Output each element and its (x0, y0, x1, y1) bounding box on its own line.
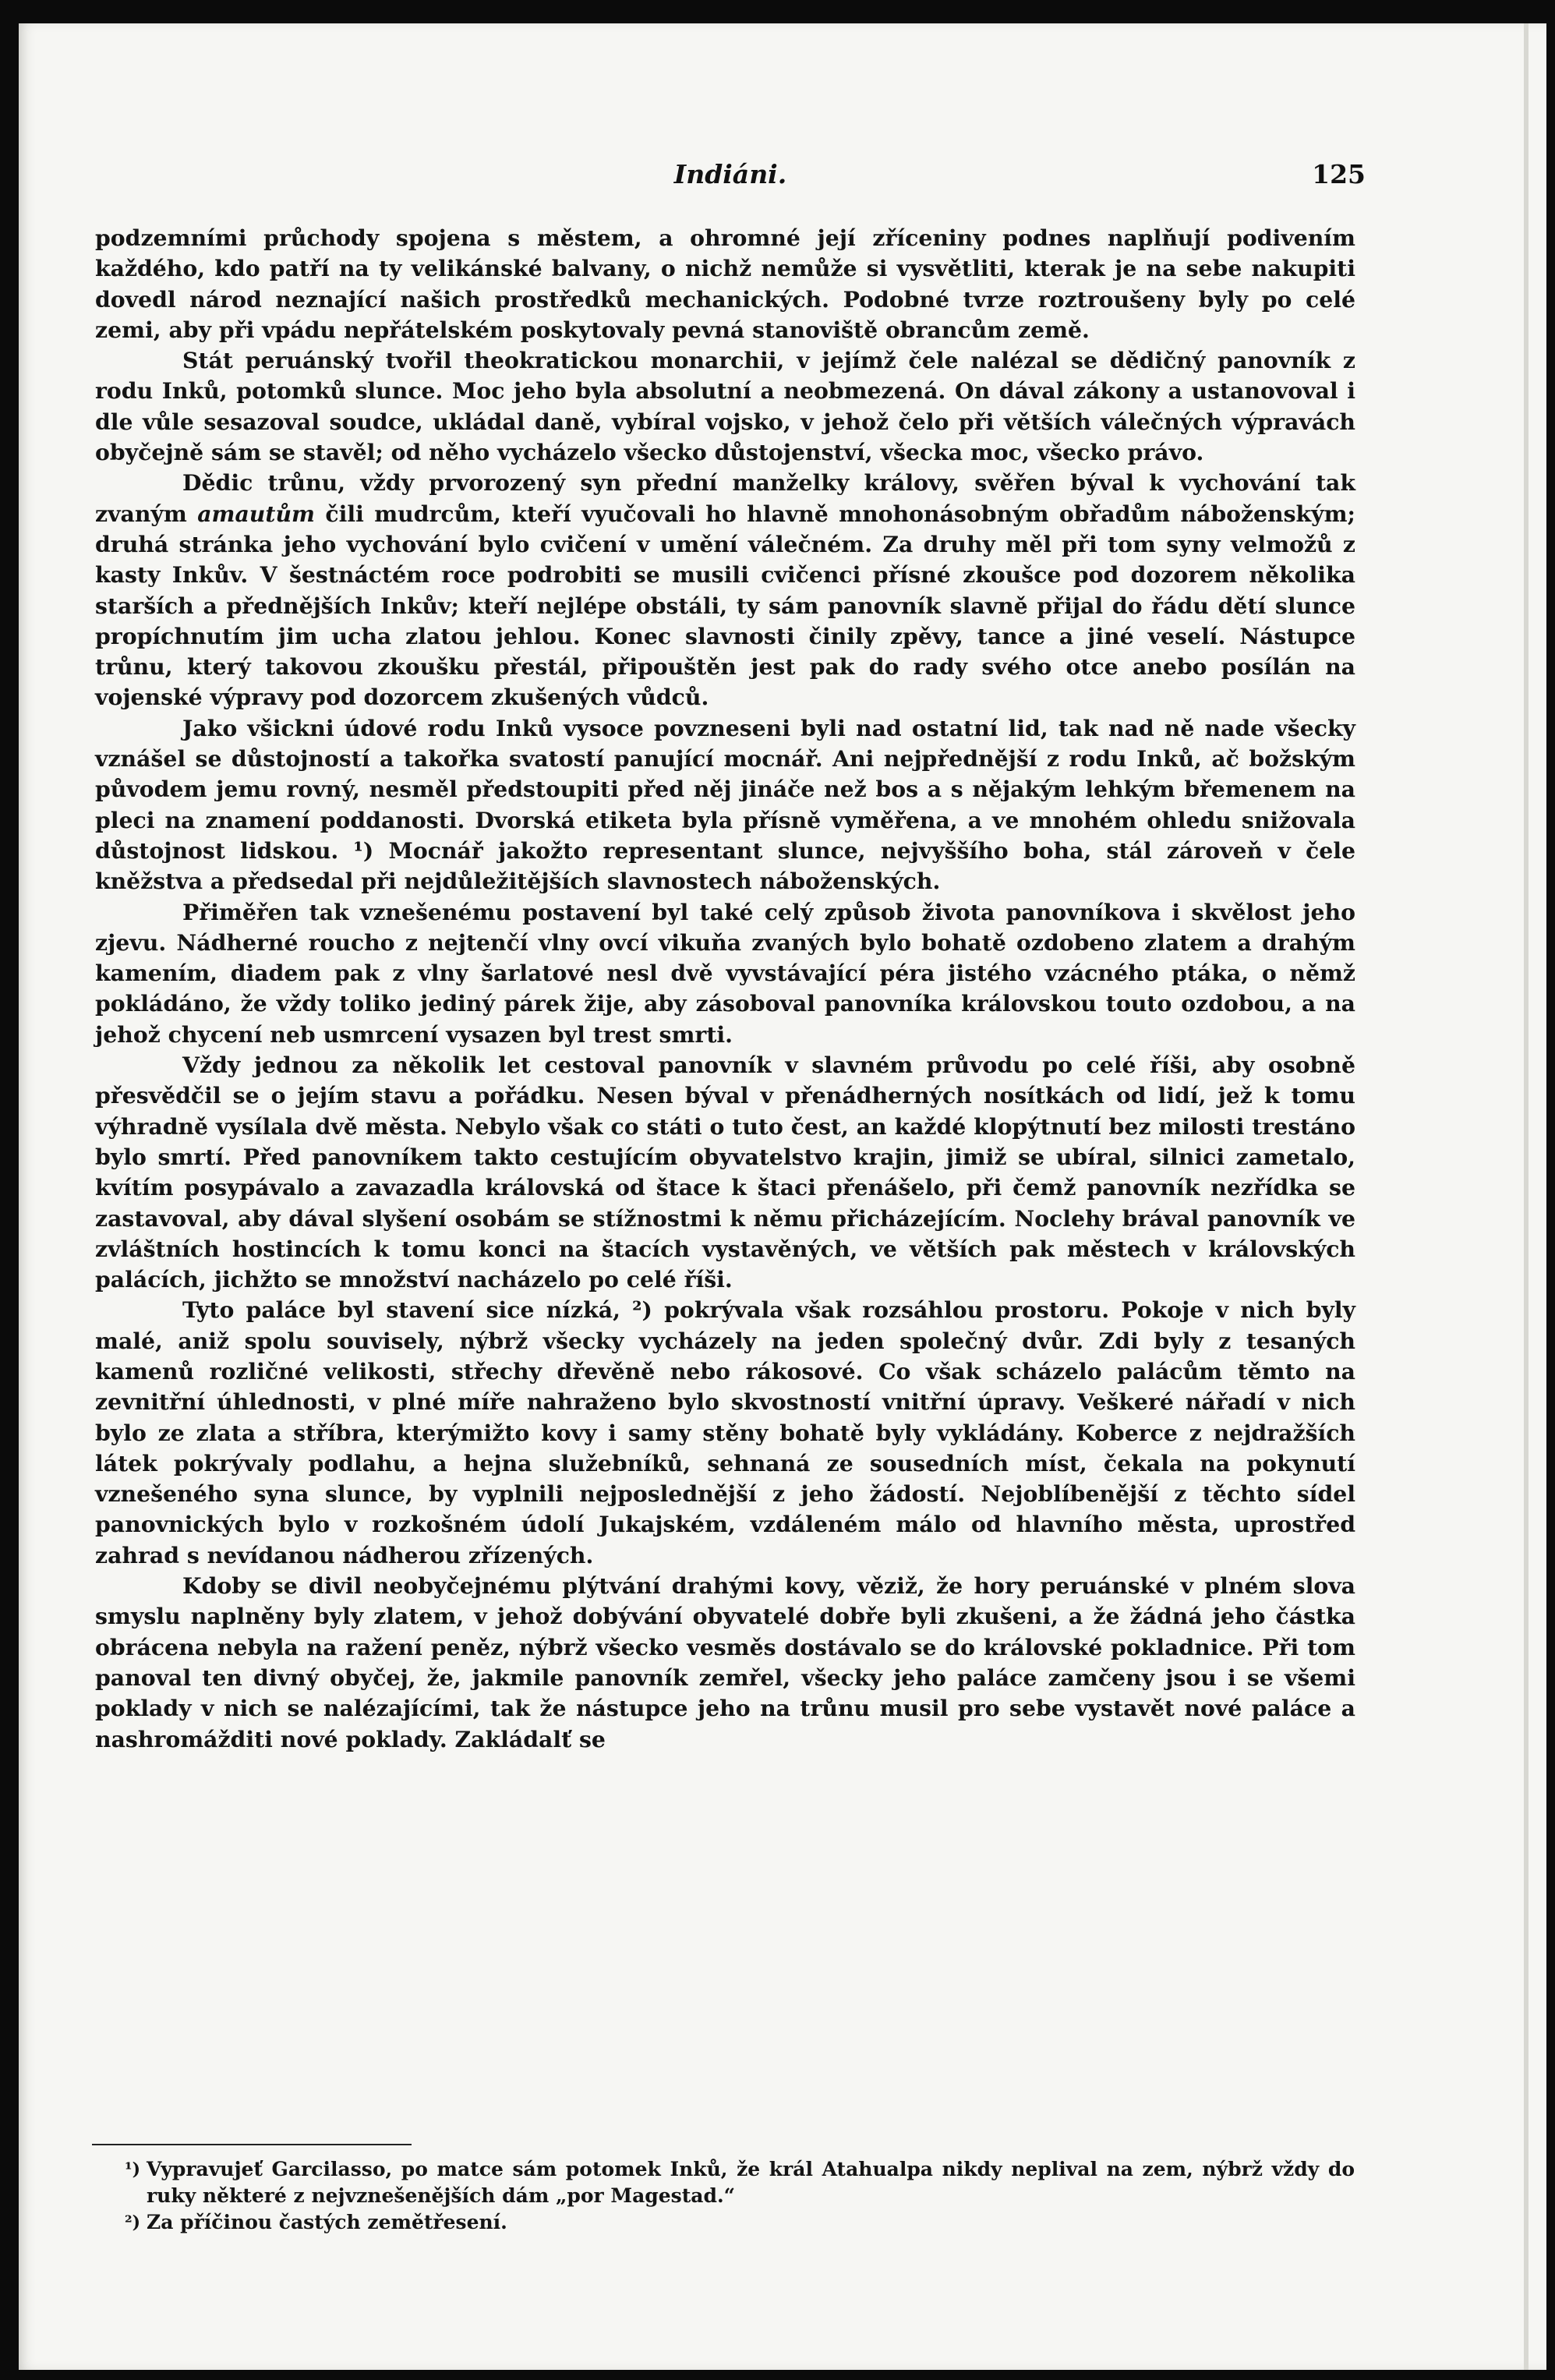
paragraph-3 (95, 468, 1355, 713)
footnote-divider (92, 2144, 412, 2145)
paragraph-6: Vždy jednou za několik let cestoval panovník v slavném průvodu po celé říši, aby osobně přesvědčil se o jejím stavu a pořádku. Nesen býval v přenádherných nosítkách od lidí, jež k tomu výhradně vysílala dvě města. Nebylo však co státi o tuto čest, an každé klopýtnutí bez milosti trestáno bylo smrtí. Před panovníkem takto cestujícím obyvatelstvo krajin, jimiž se ubíral, silnici zametalo, kvítím posypávalo a zavazadla královská od štace k štaci přenášelo, při čemž panovník nezřídka se zastavoval, aby dával slyšení osobám se stížnostmi k němu přicházejícím. Noclehy brával panovník ve zvláštních hostincích k tomu konci na štacích vystavěných, ve větších pak městech v královských palácích, jichžto se množství nacházelo po celé říši. (95, 1052, 1355, 1293)
footnote-1 (125, 2156, 1355, 2209)
running-title: Indiáni. (673, 159, 787, 189)
footnote-1-mark: ¹) (125, 2159, 141, 2180)
paragraph-1: podzemními průchody spojena s městem, a ohromné její zříceniny podnes naplňují podivením každého, kdo patří na ty velikánské balvany, o nichž nemůže si vysvětliti, kterak je na sebe nakupiti dovedl národ neznající našich prostředků mechanických. Podobné tvrze roztroušeny byly po celé zemi, aby při vpádu nepřátelském poskytovaly pevná stanoviště obrancům země. (95, 225, 1355, 343)
paragraph-5: Přiměřen tak vznešenému postavení byl také celý způsob života panovníkova i skvělost jeho zjevu. Nádherné roucho z nejtenčí vlny ovcí vikuňa zvaných bylo bohatě ozdobeno zlatem a drahým kamením, diadem pak z vlny šarlatové nesl dvě vyvstávající péra jistého vzácného ptáka, o němž pokládáno, že vždy toliko jediný párek žije, aby zásoboval panovníka královskou touto ozdobou, a na jehož chycení neb usmrcení vysazen byl trest smrti. (95, 898, 1355, 1048)
page-header (95, 159, 1366, 196)
footnote-1-text: Vypravujeť Garcilasso, po matce sám potomek Inků, že král Atahualpa nikdy neplival na zem, nýbrž vždy do ruky některé z nejvznešenějších dám „por Magestad.“ (147, 2158, 1355, 2207)
paragraph-7: Tyto paláce byl stavení sice nízká, ²) pokrývala však rozsáhlou prostoru. Pokoje v nich byly malé, aniž spolu souvisely, nýbrž všecky vycházely na jeden společný dvůr. Zdi byly z tesaných kamenů rozličné velikosti, střechy dřevěně nebo rákosové. Co však scházelo palácům těmto na zevnitřní úhlednosti, v plné míře nahraženo bylo skvostností vnitřní úpravy. Veškeré nářadí v nich bylo ze zlata a stříbra, kterýmižto kovy i samy stěny bohatě byly vykládány. Koberce z nejdražších látek pokrývaly podlahu, a hejna služebníků, sehnaná ze sousedních míst, čekala na pokynutí vznešeného syna slunce, by vyplnili nejposlednější z jeho žádostí. Nejoblíbenější z těchto sídel panovnických bylo v rozkošném údolí Jukajském, vzdáleném málo od hlavního města, uprostřed zahrad s nevídanou nádherou zřízených. (95, 1296, 1355, 1568)
body-text (95, 223, 1355, 1755)
footnote-2 (125, 2209, 1355, 2236)
page-number: 125 (1312, 159, 1366, 189)
paragraph-3-text-after: čili mudrcům, kteří vyučovali ho hlavně mnohonásobným obřadům náboženským; druhá stránka jeho vychování bylo cvičení v umění válečném. Za druhy měl při tom syny velmožů z kasty Inkův. V šestnáctém roce podrobiti se musili cvičenci přísné zkoušce pod dozorem několika starších a přednějších Inkův; kteří nejlépe obstáli, ty sám panovník slavně přijal do řádu dětí slunce propíchnutím jim ucha zlatou jehlou. Konec slavnosti činily zpěvy, tance a jiné veselí. Nástupce trůnu, který takovou zkoušku přestál, připouštěn jest pak do rady svého otce anebo posílán na vojenské výpravy pod dozorcem zkušených vůdců. (95, 500, 1355, 711)
footnote-2-mark: ²) (125, 2212, 141, 2233)
footnotes (125, 2156, 1355, 2236)
paragraph-3-text-before: Dědic trůnu, vždy prvorozený syn přední manželky královy, svěřen býval k vychování tak zvaným (95, 469, 1355, 527)
paragraph-2: Stát peruánský tvořil theokratickou monarchii, v jejímž čele nalézal se dědičný panovník z rodu Inků, potomků slunce. Moc jeho byla absolutní a neobmezená. On dával zákony a ustanovoval i dle vůle sesazoval soudce, ukládal daně, vybíral vojsko, v jehož čelo při větších válečných výpravách obyčejně sám se stavěl; od něho vycházelo všecko důstojenství, všecka moc, všecko právo. (95, 347, 1355, 466)
footnote-2-text: Za příčinou častých zemětřesení. (147, 2211, 507, 2233)
paragraph-4: Jako všickni údové rodu Inků vysoce povzneseni byli nad ostatní lid, tak nad ně nade všecky vznášel se důstojností a takořka svatostí panující mocnář. Ani nejpřednější z rodu Inků, ač božským původem jemu rovný, nesměl předstoupiti před něj jináče než bos a s nějakým lehkým břemenem na pleci na znamení poddanosti. Dvorská etiketa byla přísně vyměřena, a ve mnohém ohledu snižovala důstojnost lidskou. ¹) Mocnář jakožto representant slunce, nejvyššího boha, stál zároveň v čele kněžstva a předsedal při nejdůležitějších slavnostech náboženských. (95, 714, 1355, 895)
paragraph-8: Kdoby se divil neobyčejnému plýtvání drahými kovy, věziž, že hory peruánské v plném slova smyslu naplněny byly zlatem, v jehož dobývání obyvatelé dobře byli zkušeni, a že žádná jeho částka obrácena nebyla na ražení peněz, nýbrž všecko vesměs dostávalo se do královské pokladnice. Při tom panoval ten divný obyčej, že, jakmile panovník zemřel, všecky jeho paláce zamčeny jsou i se všemi poklady v nich se nalézajícími, tak že nástupce jeho na trůnu musil pro sebe vystavět nové paláce a nashromážditi nové poklady. Zakládalť se (95, 1572, 1355, 1752)
page-edge (1524, 23, 1528, 2370)
paragraph-3-emphasis: amautům (197, 500, 315, 527)
